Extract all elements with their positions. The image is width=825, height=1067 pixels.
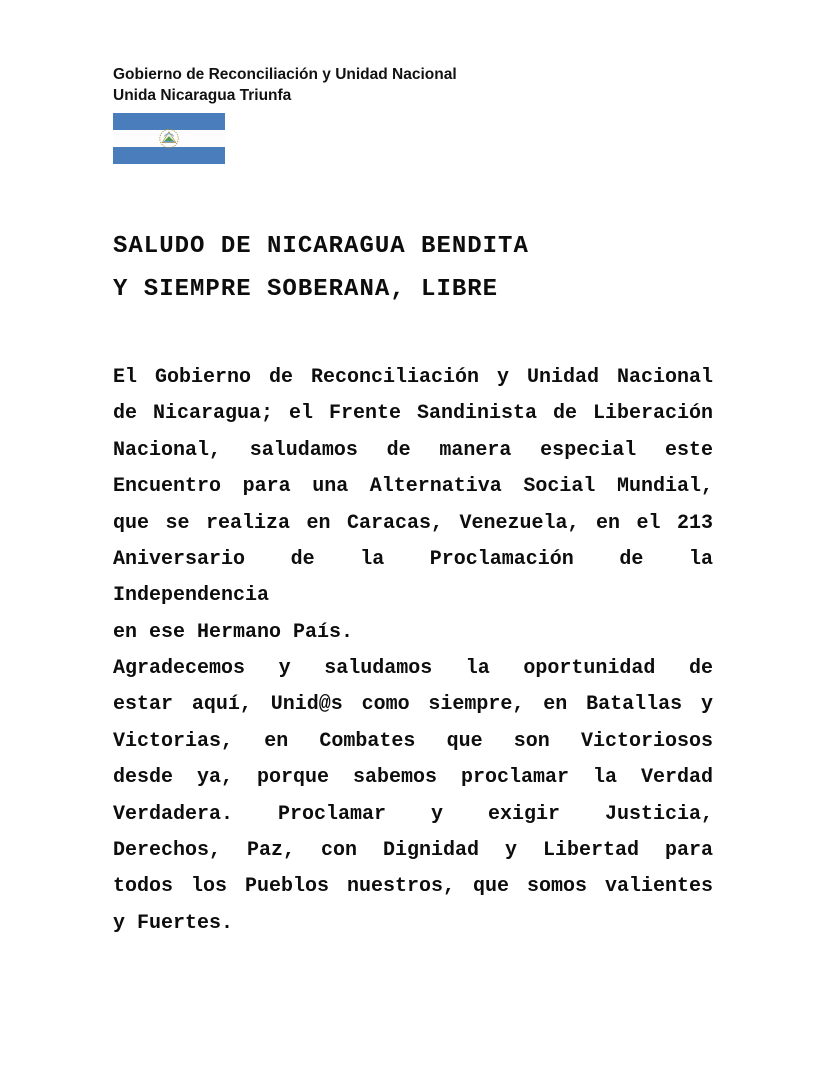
paragraph-line: en ese Hermano País. [113,620,354,644]
paragraph-line: Nacional, saludamos de manera especial este [113,438,713,462]
paragraph-line: Victorias, en Combates que son Victoriosos [113,729,713,753]
paragraph-line: El Gobierno de Reconciliación y Unidad Nacional [113,366,713,389]
paragraph-line: y Fuertes. [113,911,234,935]
nicaragua-flag-image [113,113,225,164]
paragraph-line: de Nicaragua; el Frente Sandinista de Liberación [113,402,713,426]
body-paragraph-2 [113,651,713,942]
paragraph-line: todos los Pueblos nuestros, que somos valientes [113,875,713,899]
body-paragraph-1 [113,360,713,651]
letterhead [113,64,457,106]
paragraph-line: Aniversario de la Proclamación de la Independencia [113,548,713,608]
paragraph-line: que se realiza en Caracas, Venezuela, en el 213 [113,511,713,535]
document-title-line2: Y SIEMPRE SOBERANA, LIBRE [113,276,499,303]
letterhead-line2: Unida Nicaragua Triunfa [113,87,292,104]
letterhead-line1: Gobierno de Reconciliación y Unidad Nacional [113,66,457,83]
paragraph-line: estar aquí, Unid@s como siempre, en Batallas y [113,693,713,717]
flag-bottom-stripe [113,147,225,164]
flag-top-stripe [113,113,225,130]
document-title [113,225,529,311]
paragraph-line: Derechos, Paz, con Dignidad y Libertad para [113,839,713,863]
document-title-line1: SALUDO DE NICARAGUA BENDITA [113,233,529,260]
paragraph-line: Verdadera. Proclamar y exigir Justicia, [113,802,713,826]
paragraph-line: desde ya, porque sabemos proclamar la Verdad [113,766,713,790]
paragraph-line: Agradecemos y saludamos la oportunidad de [113,657,713,680]
paragraph-line: Encuentro para una Alternativa Social Mundial, [113,475,713,499]
